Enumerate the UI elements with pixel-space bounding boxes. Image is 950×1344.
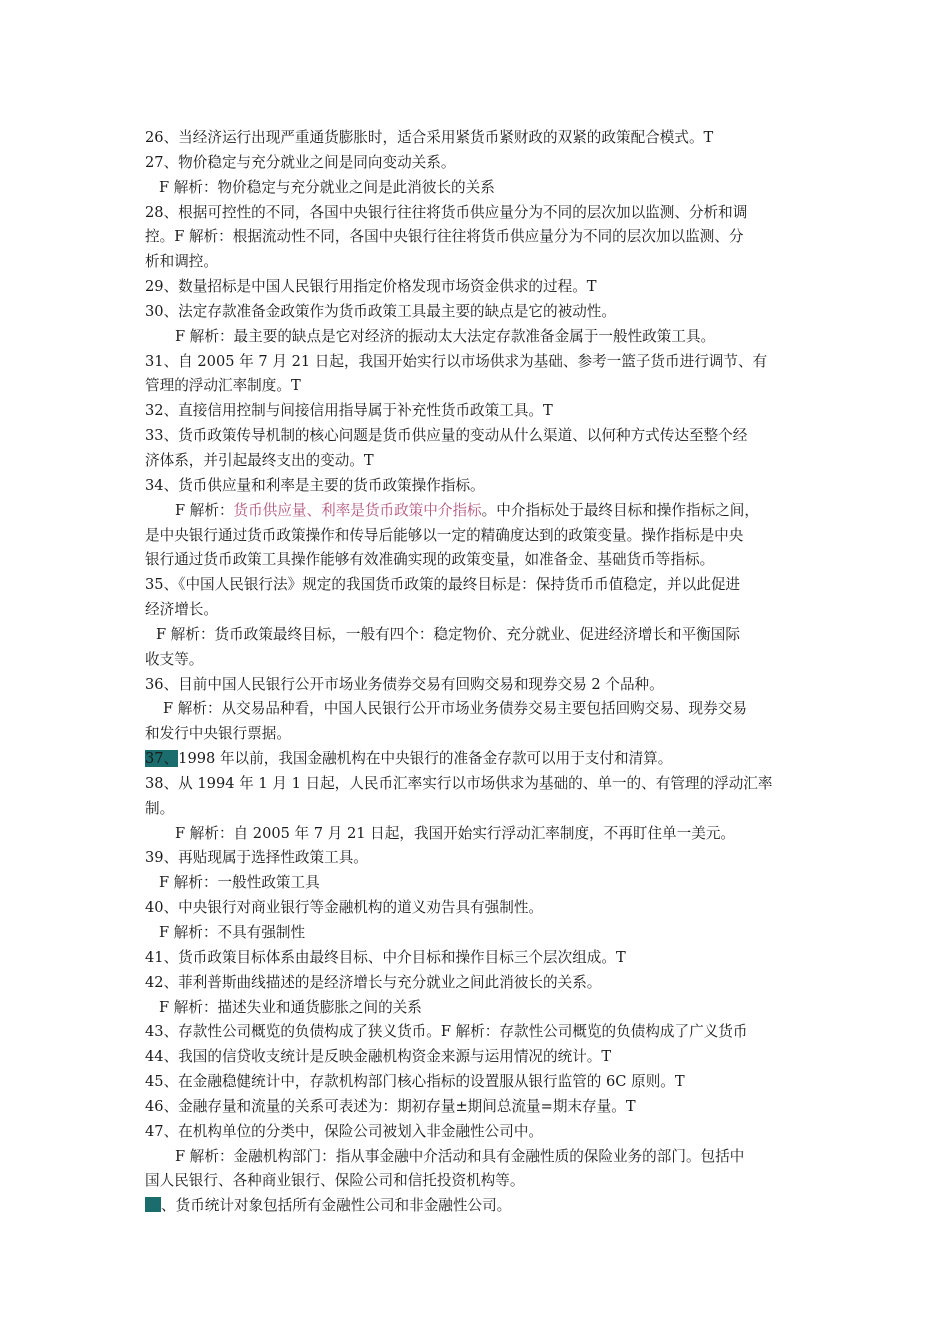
question-42: 42、菲利普斯曲线描述的是经济增长与充分就业之间此消彼长的关系。 bbox=[145, 973, 602, 991]
question-34: 34、货币供应量和利率是主要的货币政策操作指标。 bbox=[145, 476, 485, 494]
answer-35-cont: 收支等。 bbox=[145, 650, 204, 668]
answer-27: F 解析：物价稳定与充分就业之间是此消彼长的关系 bbox=[159, 178, 495, 196]
answer-30: F 解析：最主要的缺点是它对经济的振动太大法定存款准备金属于一般性政策工具。 bbox=[175, 327, 716, 345]
question-41: 41、货币政策目标体系由最终目标、中介目标和操作目标三个层次组成。T bbox=[145, 948, 626, 966]
question-48 bbox=[145, 1194, 815, 1219]
question-29: 29、数量招标是中国人民银行用指定价格发现市场资金供求的过程。T bbox=[145, 278, 597, 296]
answer-39: F 解析：一般性政策工具 bbox=[159, 874, 320, 892]
question-40: 40、中央银行对商业银行等金融机构的道义劝告具有强制性。 bbox=[145, 899, 544, 917]
question-35: 35、《中国人民银行法》规定的我国货币政策的最终目标是：保持货币币值稳定，并以此促进 bbox=[145, 576, 741, 594]
question-39: 39、再贴现属于选择性政策工具。 bbox=[145, 849, 368, 867]
question-44: 44、我国的信贷收支统计是反映金融机构资金来源与运用情况的统计。T bbox=[145, 1048, 612, 1066]
question-32: 32、直接信用控制与间接信用指导属于补充性货币政策工具。T bbox=[145, 402, 553, 420]
answer-36: F 解析：从交易品种看，中国人民银行公开市场业务债券交易主要包括回购交易、现券交易 bbox=[163, 700, 747, 718]
question-37-number-highlight: 37、 bbox=[145, 750, 179, 768]
question-33-cont: 济体系，并引起最终支出的变动。T bbox=[145, 451, 374, 469]
answer-34 bbox=[145, 499, 815, 524]
question-28: 28、根据可控性的不同，各国中央银行往往将货币供应量分为不同的层次加以监测、分析和调 bbox=[145, 203, 748, 221]
answer-38: F 解析：自 2005 年 7 月 21 日起，我国开始实行浮动汇率制度，不再盯住单一美元。 bbox=[175, 824, 736, 842]
question-31: 31、自 2005 年 7 月 21 日起，我国开始实行以市场供求为基础、参考一篮子货币进行调节、有 bbox=[145, 352, 768, 370]
question-38-cont: 制。 bbox=[145, 799, 175, 817]
answer-47: F 解析：金融机构部门：指从事金融中介活动和具有金融性质的保险业务的部门。包括中 bbox=[175, 1147, 745, 1165]
answer-36-cont: 和发行中央银行票据。 bbox=[145, 725, 291, 743]
question-26: 26、当经济运行出现严重通货膨胀时，适合采用紧货币紧财政的双紧的政策配合模式。T bbox=[145, 129, 714, 146]
question-47: 47、在机构单位的分类中，保险公司被划入非金融性公司中。 bbox=[145, 1122, 544, 1140]
answer-42: F 解析：描述失业和通货膨胀之间的关系 bbox=[159, 998, 422, 1016]
question-43: 43、存款性公司概览的负债构成了狭义货币。F 解析：存款性公司概览的负债构成了广义货币 bbox=[145, 1023, 748, 1041]
answer-34-emphasis: 货币供应量、利率是货币政策中介指标 bbox=[233, 501, 482, 519]
question-27: 27、物价稳定与充分就业之间是同向变动关系。 bbox=[145, 153, 456, 171]
answer-34-prefix: F 解析： bbox=[175, 501, 234, 519]
question-31-cont: 管理的浮动汇率制度。T bbox=[145, 377, 301, 395]
question-48-text: 、货币统计对象包括所有金融性公司和非金融性公司。 bbox=[161, 1197, 512, 1215]
question-28-cont2: 析和调控。 bbox=[145, 253, 218, 271]
question-37 bbox=[145, 747, 815, 772]
question-30: 30、法定存款准备金政策作为货币政策工具最主要的缺点是它的被动性。 bbox=[145, 302, 616, 320]
answer-40: F 解析：不具有强制性 bbox=[159, 924, 306, 941]
answer-35: F 解析：货币政策最终目标，一般有四个：稳定物价、充分就业、促进经济增长和平衡国际 bbox=[156, 625, 740, 643]
question-36: 36、目前中国人民银行公开市场业务债券交易有回购交易和现券交易 2 个品种。 bbox=[145, 675, 664, 693]
question-35-cont: 经济增长。 bbox=[145, 601, 218, 619]
question-37-text: 1998 年以前，我国金融机构在中央银行的准备金存款可以用于支付和清算。 bbox=[178, 750, 673, 768]
document-body bbox=[145, 126, 815, 1219]
question-45: 45、在金融稳健统计中，存款机构部门核心指标的设置服从银行监管的 6C 原则。T bbox=[145, 1073, 685, 1091]
question-38: 38、从 1994 年 1 月 1 日起，人民币汇率实行以市场供求为基础的、单一的、有管理的浮动汇率 bbox=[145, 774, 773, 792]
question-33: 33、货币政策传导机制的核心问题是货币供应量的变动从什么渠道、以何种方式传达至整个经 bbox=[145, 427, 748, 445]
answer-47-cont: 国人民银行、各种商业银行、保险公司和信托投资机构等。 bbox=[145, 1172, 525, 1190]
question-28-cont: 控。F 解析：根据流动性不同，各国中央银行往往将货币供应量分为不同的层次加以监测、分 bbox=[145, 228, 744, 246]
answer-34-cont2: 银行通过货币政策工具操作能够有效准确实现的政策变量，如准备金、基础货币等指标。 bbox=[145, 551, 715, 569]
question-46: 46、金融存量和流量的关系可表述为：期初存量±期间总流量=期末存量。T bbox=[145, 1097, 636, 1115]
answer-34-rest: 。中介指标处于最终目标和操作指标之间， bbox=[481, 501, 759, 519]
highlight-block bbox=[145, 1197, 161, 1212]
answer-34-cont: 是中央银行通过货币政策操作和传导后能够以一定的精确度达到的政策变量。操作指标是中央 bbox=[145, 526, 744, 544]
